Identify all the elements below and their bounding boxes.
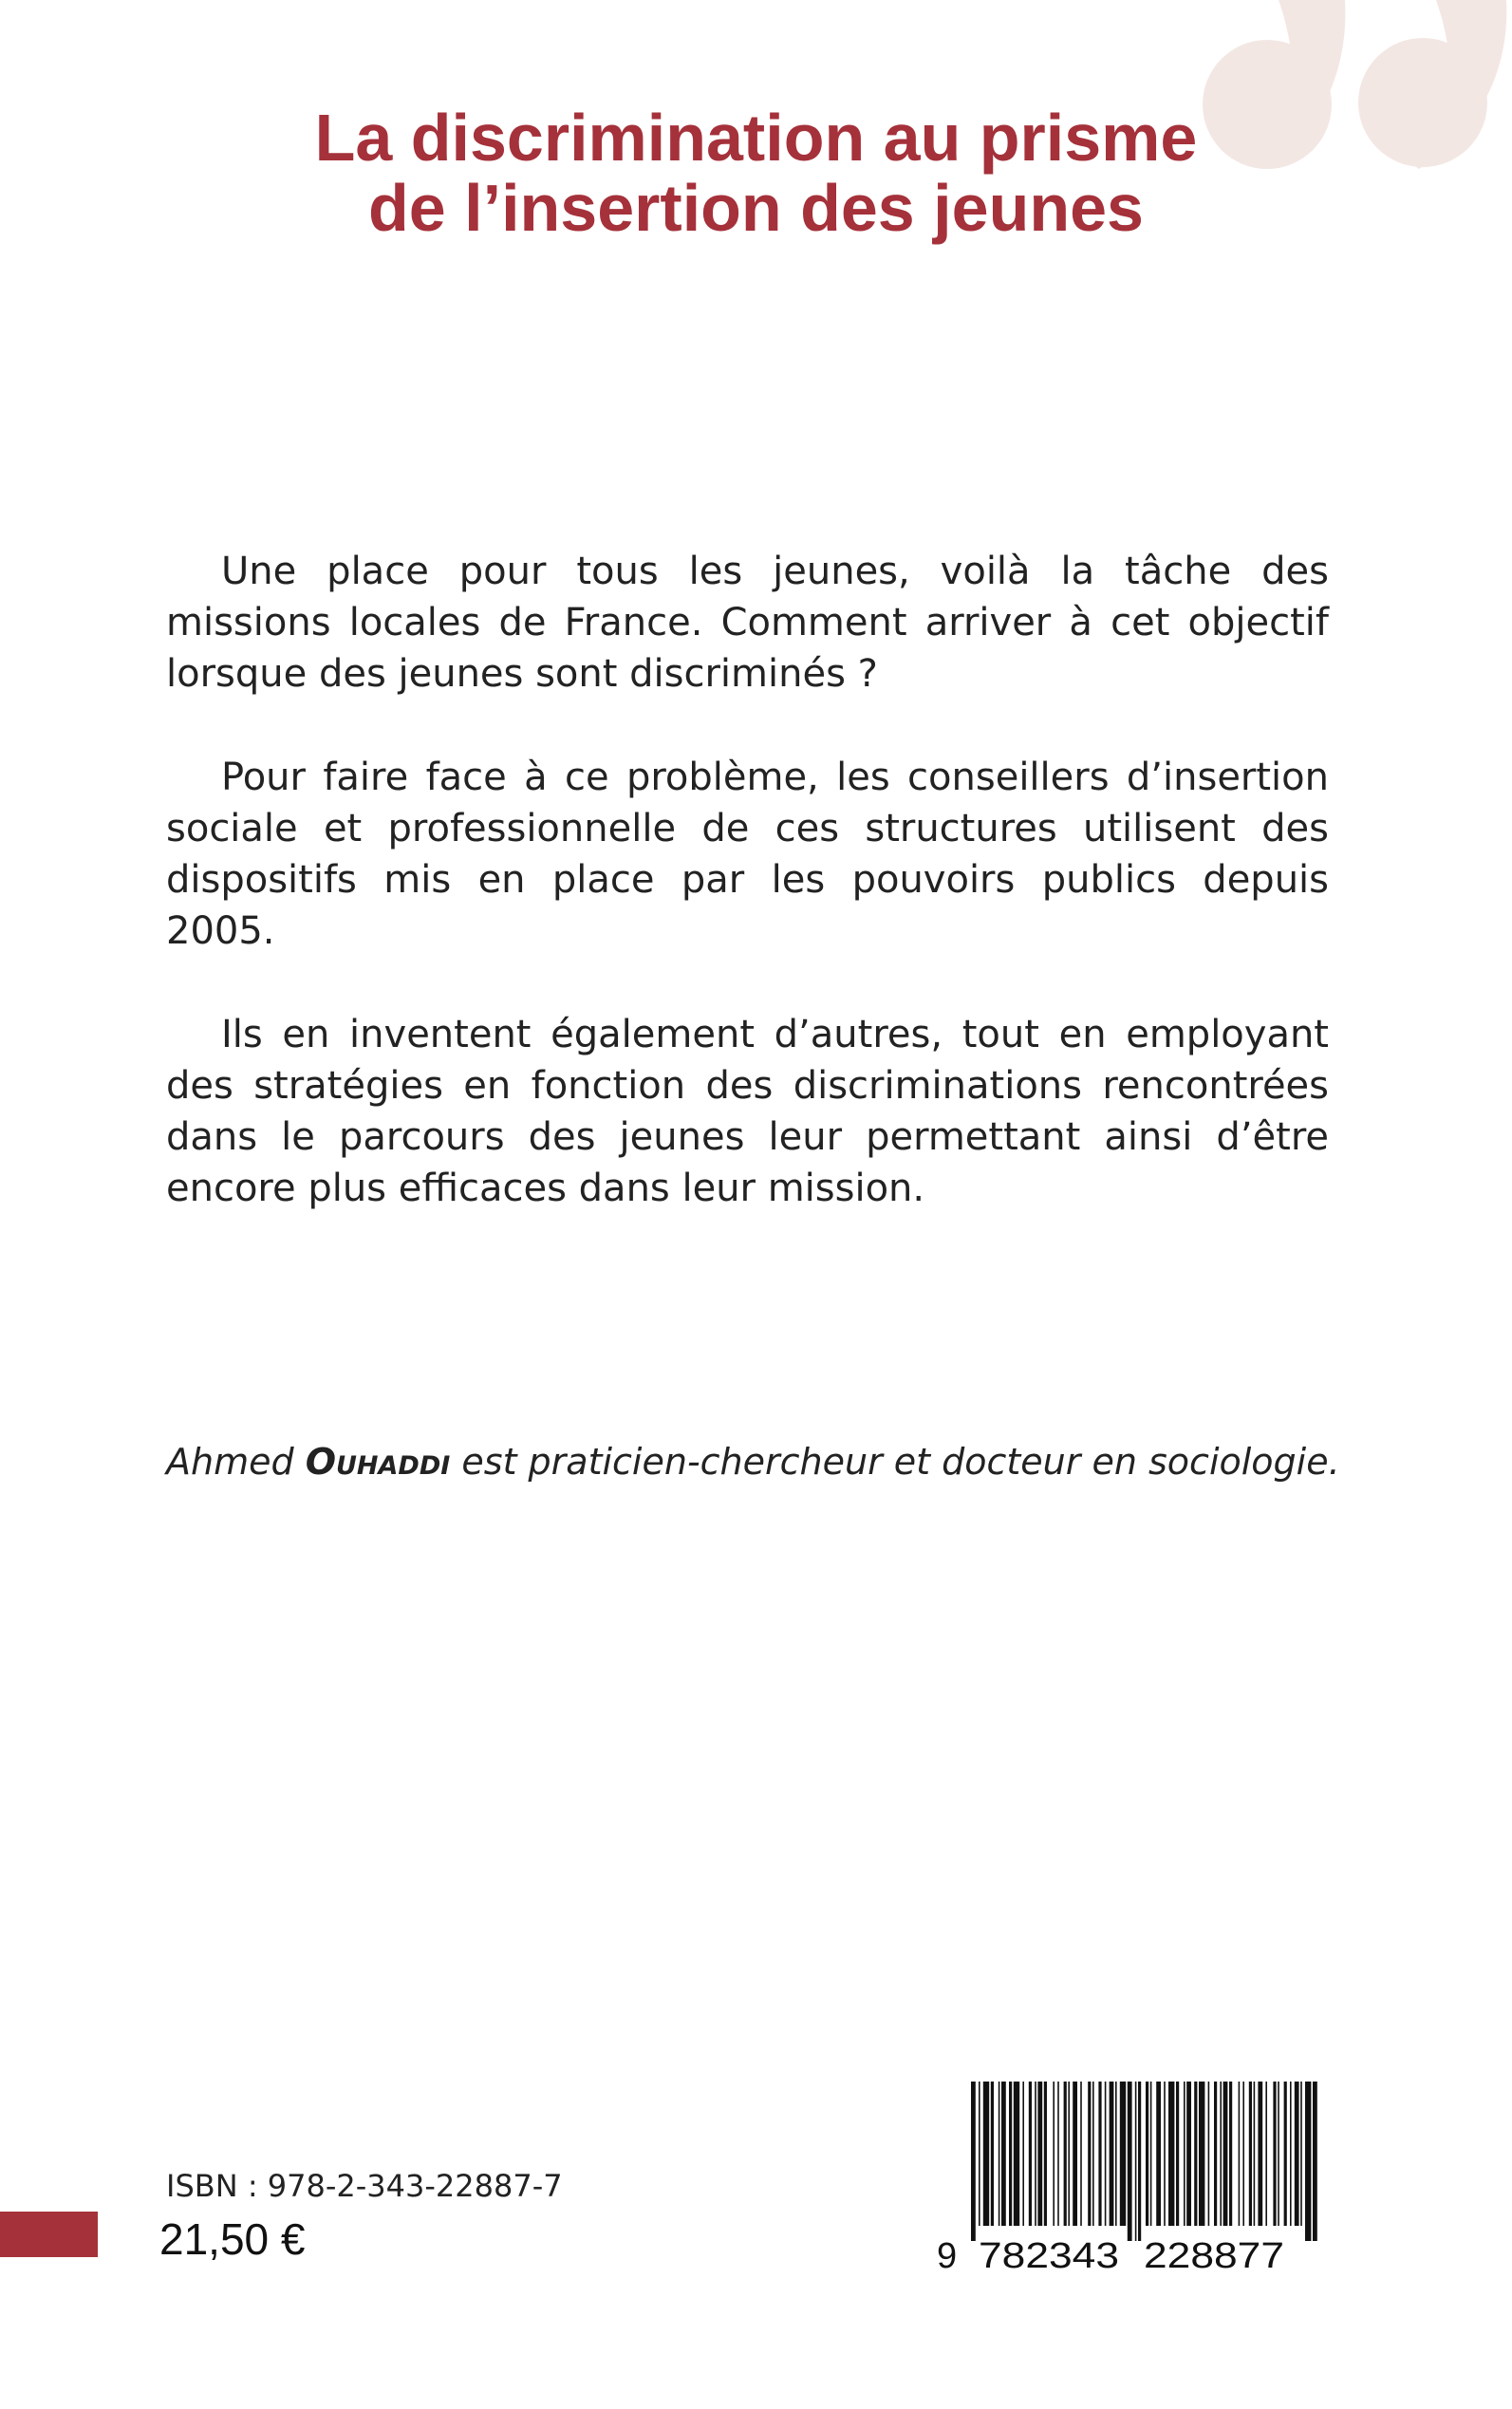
barcode-bar	[1064, 2082, 1067, 2226]
barcode-bar	[1254, 2082, 1256, 2226]
barcode-bar	[1300, 2082, 1302, 2226]
barcode-icon	[935, 2082, 1334, 2271]
barcode-bar	[1239, 2082, 1241, 2226]
barcode-bar	[1278, 2082, 1279, 2226]
author-surname: Ouhaddi	[305, 1441, 451, 1483]
title-line-1: La discrimination au prisme	[314, 101, 1198, 175]
barcode-bar	[1258, 2082, 1262, 2226]
barcode-bar	[1295, 2082, 1299, 2226]
barcode-bar	[1156, 2082, 1161, 2226]
barcode-bar	[1249, 2082, 1252, 2226]
isbn: ISBN : 978-2-343-22887-7	[166, 2168, 563, 2204]
barcode-bar	[1305, 2082, 1311, 2241]
barcode-bar	[1273, 2082, 1276, 2226]
barcode-bar	[1035, 2082, 1036, 2226]
barcode-bar	[1184, 2082, 1185, 2226]
blurb-paragraph-2: Pour faire face à ce problème, les conseillers d’insertion sociale et professionnelle de ces structures utilisent des dispositifs mis en place par les pouvoirs publics depuis 2005.	[166, 756, 1329, 953]
barcode-bar	[1242, 2082, 1244, 2226]
barcode-bar	[1220, 2082, 1222, 2226]
barcode-bar	[1115, 2082, 1117, 2226]
barcode-bar	[1138, 2082, 1141, 2241]
barcode-bar	[979, 2082, 980, 2226]
barcode-bar	[1265, 2082, 1267, 2226]
author-first-name: Ahmed	[166, 1441, 294, 1483]
price: 21,50 €	[159, 2214, 306, 2264]
barcode-bar	[1146, 2082, 1148, 2226]
barcode-bar	[1176, 2082, 1179, 2226]
barcode-bar	[1088, 2082, 1091, 2226]
barcode-bar	[1057, 2082, 1059, 2226]
barcode-bar	[1092, 2082, 1094, 2226]
barcode-bar	[1053, 2082, 1055, 2226]
barcode-bar	[971, 2082, 976, 2241]
barcode-digit-lead: 9	[937, 2236, 958, 2271]
title-line-2: de l’insertion des jeunes	[368, 171, 1144, 245]
barcode-bar	[1128, 2082, 1132, 2241]
accent-band	[0, 2212, 98, 2257]
barcode-bar	[1110, 2082, 1114, 2226]
barcode-bar	[1229, 2082, 1232, 2226]
barcode-bar	[1164, 2082, 1166, 2226]
barcode-bar	[1194, 2082, 1197, 2226]
barcode-bar	[1223, 2082, 1228, 2226]
barcode-bar	[1313, 2082, 1317, 2241]
barcode-bar	[1105, 2082, 1107, 2226]
barcode-bar	[1214, 2082, 1217, 2226]
barcode-bar	[1120, 2082, 1126, 2226]
barcode-bar	[991, 2082, 994, 2226]
barcode-bar	[1208, 2082, 1210, 2226]
barcode-digits-left: 782343	[979, 2236, 1119, 2271]
barcode-bar	[1290, 2082, 1292, 2226]
barcode-bar	[1168, 2082, 1174, 2226]
book-title	[0, 103, 1512, 243]
barcode-digits-right: 228877	[1144, 2236, 1284, 2271]
barcode-bar	[1098, 2082, 1101, 2226]
barcode-bar	[1150, 2082, 1152, 2226]
blurb-paragraph-1: Une place pour tous les jeunes, voilà la tâche des missions locales de France. Comment arriver à cet objectif lorsque des jeunes sont discriminés ?	[166, 550, 1329, 696]
barcode-bar	[1199, 2082, 1204, 2226]
barcode-bar	[1073, 2082, 1077, 2226]
barcode-bar	[1009, 2082, 1012, 2226]
author-bio	[166, 1438, 1353, 1485]
barcode-bar	[1284, 2082, 1287, 2226]
barcode-bar	[1029, 2082, 1032, 2226]
barcode-bar	[999, 2082, 1000, 2226]
barcode-bar	[1186, 2082, 1191, 2226]
barcode-bar	[1001, 2082, 1006, 2226]
barcode-bar	[1068, 2082, 1070, 2226]
barcode-bar	[1037, 2082, 1042, 2226]
blurb	[166, 546, 1329, 1266]
barcode-bar	[983, 2082, 989, 2226]
barcode-bar	[1080, 2082, 1082, 2226]
barcode-bar	[1044, 2082, 1047, 2226]
barcode-bar	[1022, 2082, 1024, 2226]
barcode-bar	[1135, 2082, 1137, 2241]
barcode-bar	[1014, 2082, 1019, 2226]
author-bio-text: est praticien-chercheur et docteur en sociologie.	[461, 1441, 1340, 1483]
blurb-paragraph-3: Ils en inventent également d’autres, tout en employant des stratégies en fonction des discriminations rencontrées dans le parcours des jeunes leur permettant ainsi d’être encore plus efficaces dans leur mission.	[166, 1013, 1329, 1210]
